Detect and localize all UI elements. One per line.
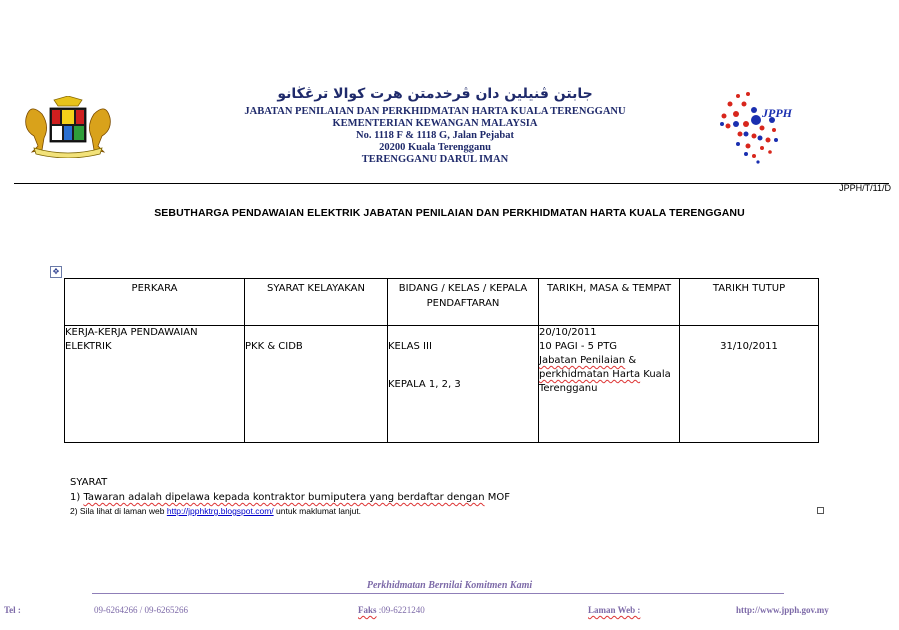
coat-of-arms-logo [24, 96, 112, 158]
table-header-row [65, 279, 819, 326]
header-line-state: TERENGGANU DARUL IMAN [361, 154, 509, 165]
footer-slogan: Perkhidmatan Bernilai Komitmen Kami [366, 580, 533, 591]
cell-bidang: KELAS III KEPALA 1, 2, 3 [388, 326, 539, 443]
footer-divider [92, 593, 784, 594]
header-jawi-title: جابتن ڤنيلين دان ڤرخدمتن هرت كوالا ترڠڬانو [277, 86, 593, 102]
col-header-tarikh-tutup: TARIKH TUTUP [680, 279, 819, 326]
header-address-block [210, 106, 660, 166]
cell-perkara: KERJA-KERJA PENDAWAIAN ELEKTRIK [65, 326, 245, 443]
header-line-department: JABATAN PENILAIAN DAN PERKHIDMATAN HARTA KUALA TERENGGANU [244, 106, 626, 117]
footer-tel-label: Tel : [4, 605, 21, 615]
document-title: SEBUTHARGA PENDAWAIAN ELEKTRIK JABATAN PENILAIAN DAN PERKHIDMATAN HARTA KUALA TERENGGANU [154, 207, 745, 219]
cell-date: 20/10/2011 [539, 327, 597, 338]
footer-tel: 09-6264266 / 09-6265266 [94, 605, 188, 615]
cell-tarikh-masa-tempat: 20/10/2011 10 PAGI - 5 PTG Jabatan Penilaian & perkhidmatan Harta Kuala Terengganu [539, 326, 680, 443]
table-move-handle-icon[interactable]: ✥ [50, 266, 62, 278]
header-line-ministry: KEMENTERIAN KEWANGAN MALAYSIA [332, 118, 538, 129]
blog-link[interactable]: http://jpphktrg.blogspot.com/ [166, 506, 274, 516]
cell-syarat-kelayakan: PKK & CIDB [245, 326, 388, 443]
cell-time: 10 PAGI - 5 PTG [539, 341, 618, 352]
cell-tarikh-tutup: 31/10/2011 [680, 326, 819, 443]
tender-table [64, 278, 819, 443]
paragraph-end-marker [817, 507, 824, 514]
footer-fax: Faks :09-6221240 [358, 605, 425, 615]
table-row [65, 326, 819, 443]
header-line-street: No. 1118 F & 1118 G, Jalan Pejabat [356, 130, 514, 141]
syarat-heading: SYARAT [70, 477, 108, 488]
cell-place: Jabatan Penilaian & [539, 355, 637, 366]
syarat-item-2: 2) Sila lihat di laman web http://jpphktrg.blogspot.com/ untuk maklumat lanjut. [70, 506, 362, 516]
footer-web-label: Laman Web : [588, 605, 641, 615]
header-line-postcode: 20200 Kuala Terengganu [379, 142, 491, 153]
col-header-tarikh-masa-tempat: TARIKH, MASA & TEMPAT [539, 279, 680, 326]
jpph-logo [718, 90, 800, 164]
col-header-bidang: BIDANG / KELAS / KEPALA PENDAFTARAN [388, 279, 539, 326]
col-header-syarat-kelayakan: SYARAT KELAYAKAN [245, 279, 388, 326]
header-divider [14, 183, 889, 184]
syarat-item-1: 1) Tawaran adalah dipelawa kepada kontraktor bumiputera yang berdaftar dengan MOF [70, 492, 511, 503]
jpph-logo-text: JPPH [762, 106, 792, 120]
document-reference: JPPH/T/11/D [839, 183, 891, 193]
footer-web-url: http://www.jpph.gov.my [736, 605, 829, 615]
col-header-perkara: PERKARA [65, 279, 245, 326]
